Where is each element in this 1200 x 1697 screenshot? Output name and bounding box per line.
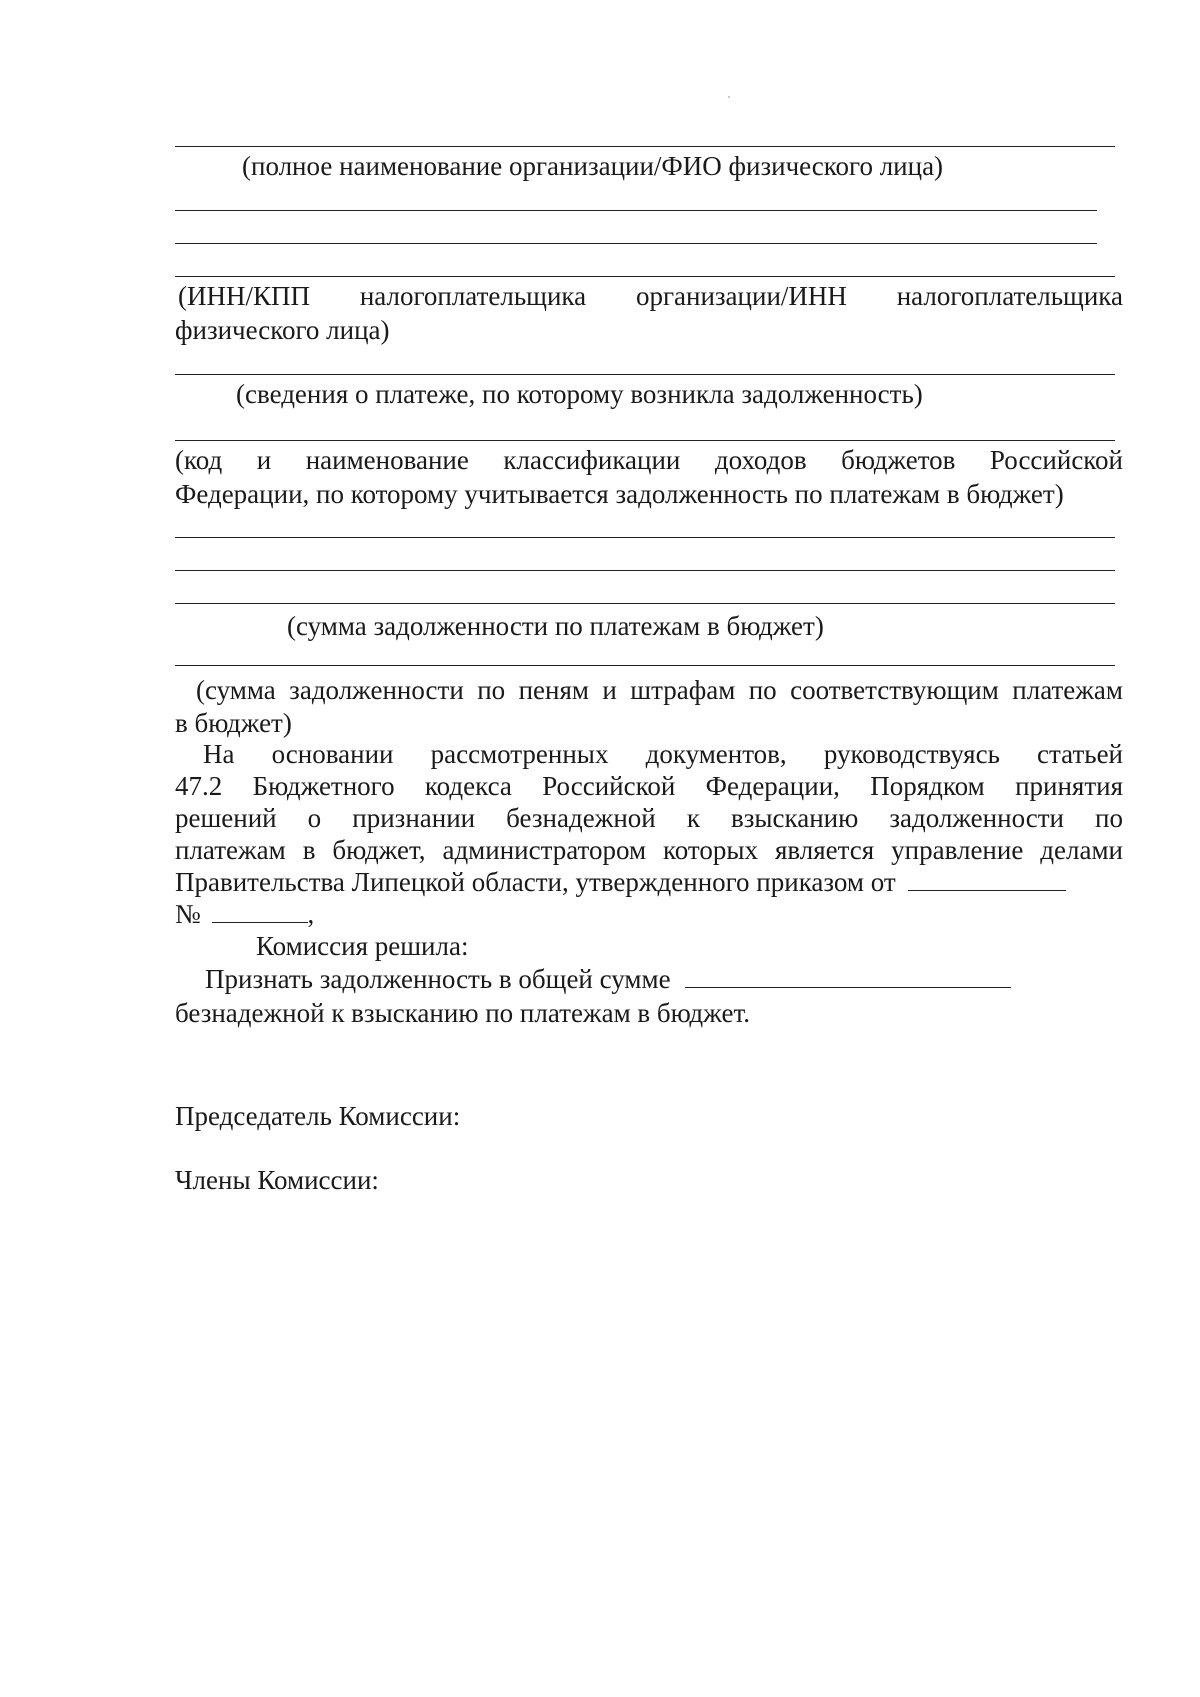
basis-line-5-text: Правительства Липецкой области, утвержденного приказом от: [175, 867, 896, 897]
debt-sum-caption: (сумма задолженности по платежам в бюджет): [287, 611, 824, 641]
inn-field-line-1: [175, 210, 1097, 211]
basis-line-5: [175, 866, 1066, 898]
inn-field-line-2: [175, 243, 1097, 244]
members-label: Члены Комиссии:: [175, 1165, 379, 1195]
basis-line-2: 47.2 Бюджетного кодекса Российской Федерации, Порядком принятия: [175, 771, 1123, 801]
decision-heading: Комиссия решила:: [256, 931, 469, 961]
penalty-caption-line-2: в бюджет): [175, 708, 292, 738]
order-number-suffix: ,: [307, 899, 315, 929]
basis-line-4: платежам в бюджет, администратором которых является управление делами: [175, 835, 1123, 865]
kbk-caption-line-1: (код и наименование классификации доходов бюджетов Российской: [175, 445, 1123, 475]
inn-caption-line-2: физического лица): [175, 315, 390, 345]
basis-line-3: решений о признании безнадежной к взысканию задолженности по: [175, 803, 1123, 833]
scan-speck: [728, 96, 730, 98]
penalty-caption-line-1: (сумма задолженности по пеням и штрафам по соответствующим платежам: [196, 675, 1123, 705]
order-number-blank[interactable]: [212, 898, 308, 923]
decision-line-2: безнадежной к взысканию по платежам в бюджет.: [175, 998, 750, 1028]
kbk-caption-line-2: Федерации, по которому учитывается задолженность по платежам в бюджет): [175, 479, 1064, 509]
penalty-field-line: [175, 665, 1115, 666]
inn-caption-line-1: (ИНН/КПП налогоплательщика организации/ИНН налогоплательщика: [178, 281, 1123, 311]
payment-info-field-line: [175, 374, 1115, 375]
order-number-prefix: №: [175, 899, 201, 929]
payment-info-caption: (сведения о платеже, по которому возникла задолженность): [236, 379, 923, 409]
kbk-field-line: [175, 440, 1115, 441]
order-date-blank[interactable]: [908, 866, 1066, 891]
debt-sum-field-line-1: [175, 537, 1115, 538]
chairman-label: Председатель Комиссии:: [175, 1101, 461, 1131]
inn-field-line-3: [175, 276, 1115, 277]
basis-line-6: [175, 898, 314, 930]
decision-line-1: [205, 963, 1011, 995]
debt-sum-field-line-3: [175, 603, 1115, 604]
debt-sum-field-line-2: [175, 570, 1115, 571]
decision-line-1-text: Признать задолженность в общей сумме: [205, 964, 671, 994]
total-sum-blank[interactable]: [685, 963, 1011, 988]
basis-line-1: На основании рассмотренных документов, руководствуясь статьей: [203, 739, 1123, 769]
org-name-caption: (полное наименование организации/ФИО физического лица): [242, 151, 944, 181]
org-name-field-line: [175, 146, 1115, 147]
